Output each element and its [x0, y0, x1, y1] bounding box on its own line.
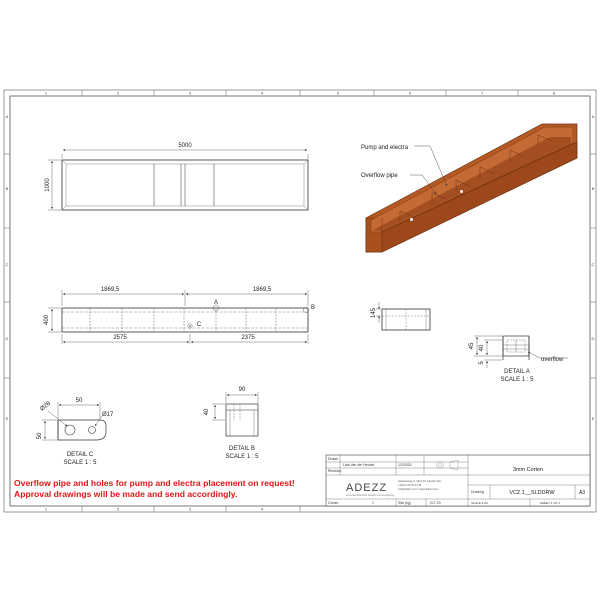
- col-label: 7: [480, 90, 484, 96]
- dim-90: 90: [238, 387, 246, 393]
- dim-50-top: 50: [75, 398, 83, 404]
- dim-45: 45: [469, 342, 475, 350]
- top-view: [45, 143, 308, 210]
- row-label: E: [5, 416, 9, 421]
- dim-height: 400: [44, 314, 50, 326]
- col-label: 3: [188, 90, 192, 96]
- detail-b-title: DETAIL B: [228, 446, 256, 452]
- address-line: info@adezz.com / www.adezz.com: [398, 488, 439, 491]
- address-line: Industrieweg 4, 4421 AC Kapelle (NL): [398, 480, 442, 483]
- drawn-by: Lisa Van der Heuvel: [343, 463, 375, 467]
- dim-40: 40: [479, 344, 485, 352]
- front-view: [44, 287, 315, 344]
- drawing-label: Drawing: [471, 490, 484, 494]
- address-line: +31(0) 113 44 41 40: [398, 484, 422, 487]
- detail-b-scale: SCALE 1 : 5: [225, 454, 259, 460]
- detail-b: [204, 387, 259, 460]
- row-label: A: [591, 114, 595, 119]
- detail-label-c: C: [196, 322, 202, 328]
- size-label: Size (kg): [398, 501, 411, 505]
- detail-label-a: A: [213, 300, 219, 306]
- dim-side: 145: [371, 307, 377, 319]
- detail-a-title: DETAIL A: [504, 369, 530, 375]
- callout-overflow: overflow: [541, 357, 564, 363]
- col-label: 6: [408, 90, 412, 96]
- col-label: 1: [44, 90, 48, 96]
- sheet-number: SHEET 1 OF 1: [540, 501, 560, 505]
- weight: 217,29: [430, 501, 441, 505]
- adezz-logo: ADEZZ: [346, 482, 388, 494]
- detail-a-scale: SCALE 1 : 5: [500, 377, 534, 383]
- col-label: 4: [260, 90, 264, 96]
- drawing-scale: SCALE 1:30: [471, 501, 488, 505]
- notice-line-1: Overflow pipe and holes for pump and electra placement on request!: [14, 478, 295, 488]
- dim-bottom-left: 2575: [113, 335, 127, 341]
- row-label: A: [5, 114, 9, 119]
- dim-50-side: 50: [37, 432, 43, 440]
- row-label: C: [5, 262, 9, 267]
- dim-bottom-right: 2375: [241, 335, 255, 341]
- detail-c: [37, 398, 114, 466]
- notice-line-2: Approval drawings will be made and send accordingly.: [14, 489, 238, 499]
- col-label: 2: [116, 90, 120, 96]
- col-label: 8: [552, 90, 556, 96]
- col-label: 1: [44, 506, 48, 512]
- col-label: 5: [336, 90, 340, 96]
- material: 3mm Corten: [512, 467, 544, 473]
- dia-17: Ø17: [102, 412, 114, 418]
- callout-pump-and-electra: Pump and electra: [361, 145, 409, 151]
- row-label: D: [591, 336, 595, 341]
- row-label: C: [591, 262, 595, 267]
- col-label: 2: [116, 506, 120, 512]
- dim-left-span: 1869,5: [100, 287, 120, 293]
- corten-value: 1: [372, 501, 374, 505]
- dim-length: 5000: [178, 143, 192, 149]
- detail-label-b: B: [310, 305, 316, 311]
- row-label: B: [591, 186, 595, 191]
- side-view: [371, 302, 430, 330]
- col-label: 3: [188, 506, 192, 512]
- drawn-label: Drawn: [328, 457, 339, 461]
- iso-view: [361, 124, 577, 252]
- drawing-number: VC2.1__SLDDRW: [509, 490, 555, 496]
- dim-right-span: 1869,5: [252, 287, 272, 293]
- dim-5: 5: [479, 361, 485, 365]
- drawn-date: 1/2/2020: [398, 463, 412, 467]
- dim-width: 1000: [45, 178, 51, 192]
- detail-a: [469, 336, 568, 383]
- detail-c-scale: SCALE 1 : 5: [63, 460, 97, 466]
- dim-40: 40: [204, 408, 210, 416]
- dia-28: Ø28: [39, 400, 52, 413]
- sheet-size: A3: [578, 490, 586, 496]
- title-block: [326, 455, 590, 506]
- col-label: 4: [260, 506, 264, 512]
- logo-tagline: de eerste duurzame wereld in de vormgeving: [346, 494, 394, 497]
- corten-label: Corten: [328, 501, 339, 505]
- detail-c-title: DETAIL C: [66, 452, 94, 458]
- callout-overflow-pipe: Overflow pipe: [361, 173, 398, 179]
- row-label: B: [5, 186, 9, 191]
- row-label: E: [591, 416, 595, 421]
- request-notice: [14, 478, 314, 500]
- revision-label: Revision: [328, 469, 342, 473]
- row-label: D: [5, 336, 9, 341]
